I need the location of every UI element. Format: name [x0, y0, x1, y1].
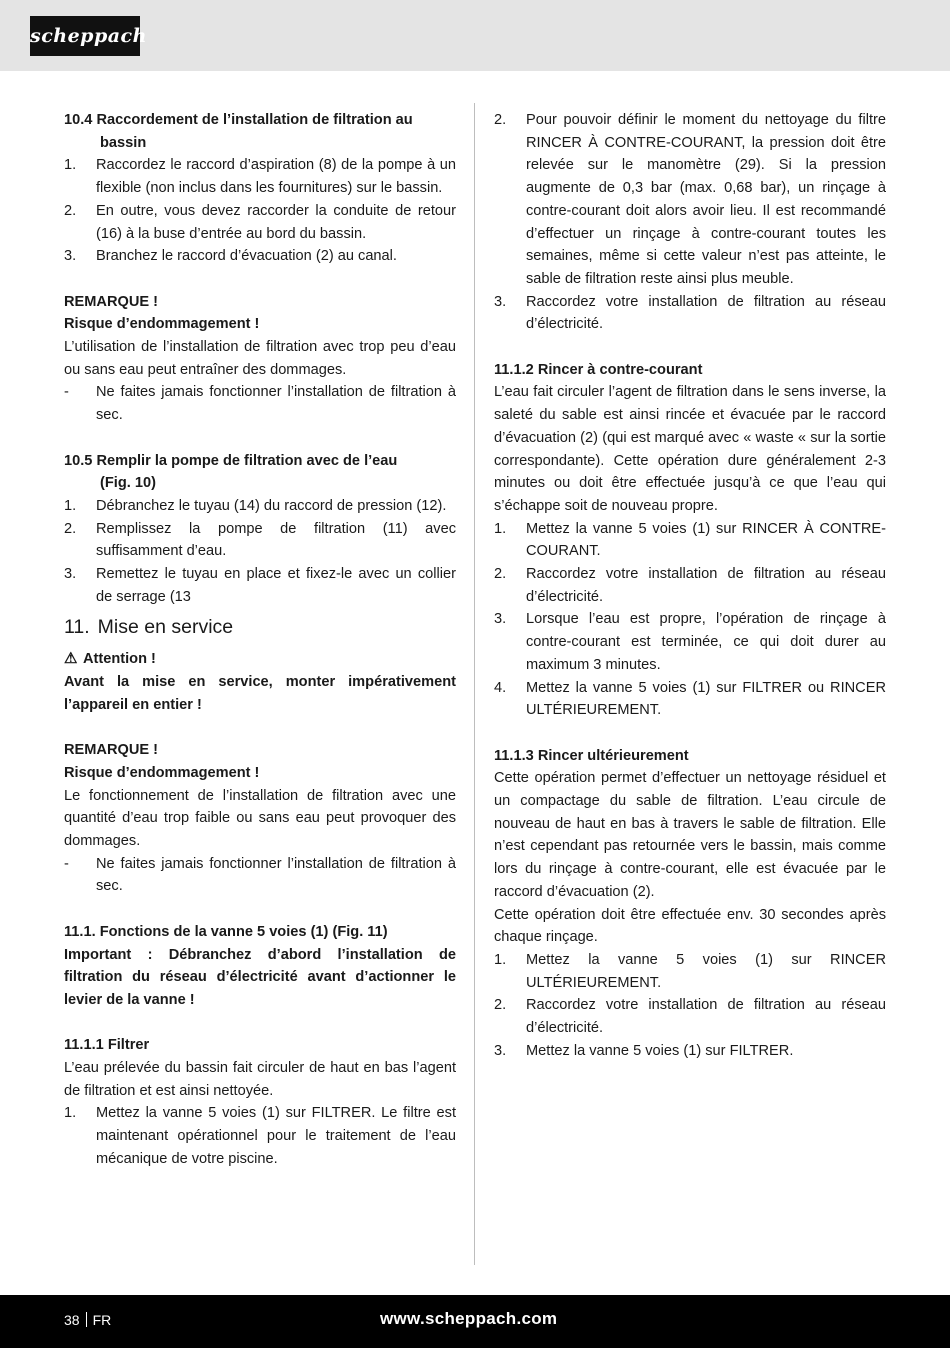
list-item: 1. Raccordez le raccord d’aspiration (8) de la pompe à un flexible (non inclus dans les fournitures) sur le bassin.: [64, 157, 456, 197]
section-11-1-2-text: L’eau fait circuler l’agent de filtration dans le sens inverse, la saleté du sable est ainsi rincée et évacuée par le raccord d’évacuation (2) (qui est marqué avec « waste « sur la sortie correspondante). Cette opération dure généralement 2-3 minutes ou doit être effectuée jusqu’à ce que l’eau qui s’échappe soit de nouveau propre.: [494, 384, 886, 514]
section-11-1-1-text: L’eau prélevée du bassin fait circuler de haut en bas l’agent de filtration et est ainsi nettoyée.: [64, 1060, 456, 1099]
page-footer: [0, 1295, 950, 1348]
left-column: [64, 109, 456, 1171]
section-11-heading: 11. Mise en service: [64, 616, 234, 639]
list-item: 1. Mettez la vanne 5 voies (1) sur RINCER À CONTRE-COURANT.: [494, 520, 886, 560]
note-title: REMARQUE !: [64, 742, 159, 759]
note-subtitle: Risque d’endommagement !: [64, 316, 260, 333]
list-item: 1. Débranchez le tuyau (14) du raccord de pression (12).: [64, 497, 447, 514]
note-text: Le fonctionnement de l’installation de filtration avec une quantité d’eau trop faible ou sans eau peut provoquer des dommages.: [64, 787, 456, 850]
section-10-5-title: 10.5 Remplir la pompe de filtration avec de l’eau: [64, 452, 398, 469]
scheppach-logo: scheppach: [30, 16, 140, 56]
list-item: - Ne faites jamais fonctionner l’installation de filtration à sec.: [64, 855, 456, 895]
note-subtitle: Risque d’endommagement !: [64, 764, 260, 781]
list-item: 2. Raccordez votre installation de filtration au réseau d’électricité.: [494, 566, 886, 605]
website-url: www.scheppach.com: [380, 1309, 558, 1328]
page-header: [0, 0, 950, 71]
list-item: 2. Remplissez la pompe de filtration (11) avec suffisamment d’eau.: [64, 520, 456, 560]
list-item: 3. Raccordez votre installation de filtration au réseau d’électricité.: [494, 293, 886, 333]
section-11-1-2-title: 11.1.2 Rincer à contre-courant: [494, 361, 703, 378]
note-text: L’utilisation de l’installation de filtration avec trop peu d’eau ou sans eau peut entraîner des dommages.: [64, 339, 456, 378]
warning-icon: ⚠: [64, 650, 78, 668]
section-11-1-title: 11.1. Fonctions de la vanne 5 voies (1) (Fig. 11): [64, 923, 388, 940]
list-item: 4. Mettez la vanne 5 voies (1) sur FILTRER ou RINCER ULTÉRIEUREMENT.: [494, 679, 886, 719]
list-item: 1. Mettez la vanne 5 voies (1) sur FILTRER. Le filtre est maintenant opérationnel pour le traitement de l’eau mécanique de votre piscine.: [64, 1105, 456, 1167]
section-10-4-title-cont: bassin: [100, 134, 147, 151]
section-11-1-3-title: 11.1.3 Rincer ultérieurement: [494, 747, 689, 764]
section-10-5-title-cont: (Fig. 10): [100, 475, 156, 492]
list-item: - Ne faites jamais fonctionner l’installation de filtration à sec.: [64, 384, 456, 424]
language-code: FR: [92, 1312, 112, 1328]
note-title: REMARQUE !: [64, 293, 159, 310]
column-divider: [474, 103, 475, 1265]
section-10-4-title: 10.4 Raccordement de l’installation de filtration au: [64, 112, 413, 128]
list-item: 2. Raccordez votre installation de filtration au réseau d’électricité.: [494, 997, 886, 1037]
section-11-1-3-text: Cette opération permet d’effectuer un nettoyage résiduel et un compactage du sable de filtration. L’eau circule de nouveau de haut en bas à travers le sable de filtration. Elle n’est cependant pas retournée vers le bassin, mais comme lors du rinçage à contre-courant, elle est évacuée par le raccord d’évacuation (2).: [494, 770, 886, 900]
list-item: 2. Pour pouvoir définir le moment du nettoyage du filtre RINCER À CONTRE-COURANT, la pression doit être relevée sur le manomètre (29). Si la pression augmente de 0,3 bar (max. 0,68 bar), un rinçage à contre-courant doit alors avoir lieu. Il est recommandé d’effectuer un rinçage à contre-courant toutes les semaines, même si cette valeur n’est pas atteinte, le sable de filtration reste ainsi plus meuble.: [494, 112, 886, 287]
list-item: 2. En outre, vous devez raccorder la conduite de retour (16) à la buse d’entrée au bord du bassin.: [64, 202, 456, 242]
section-11-1-3-text2: Cette opération doit être effectuée env. 30 secondes après chaque rinçage.: [494, 906, 886, 946]
list-item: 3. Mettez la vanne 5 voies (1) sur FILTRER.: [494, 1042, 794, 1059]
section-11-1-1-title: 11.1.1 Filtrer: [64, 1037, 150, 1054]
attention-title: ⚠ Attention !: [64, 650, 156, 668]
list-item: 1. Mettez la vanne 5 voies (1) sur RINCER ULTÉRIEUREMENT.: [494, 951, 886, 991]
attention-text: Avant la mise en service, monter impérativement l’appareil en entier !: [64, 674, 456, 713]
list-item: 3. Remettez le tuyau en place et fixez-le avec un collier de serrage (13: [64, 566, 456, 605]
list-item: 3. Lorsque l’eau est propre, l’opération de rinçage à contre-courant est terminée, ce qui doit durer au maximum 3 minutes.: [494, 611, 886, 673]
right-column: [494, 109, 886, 1063]
list-item: 3. Branchez le raccord d’évacuation (2) au canal.: [64, 248, 397, 265]
section-11-1-text: Important : Débranchez d’abord l’installation de filtration du réseau d’électricité avant d’actionner le levier de la vanne !: [64, 946, 456, 1008]
page-number: 38 FR: [64, 1312, 112, 1328]
